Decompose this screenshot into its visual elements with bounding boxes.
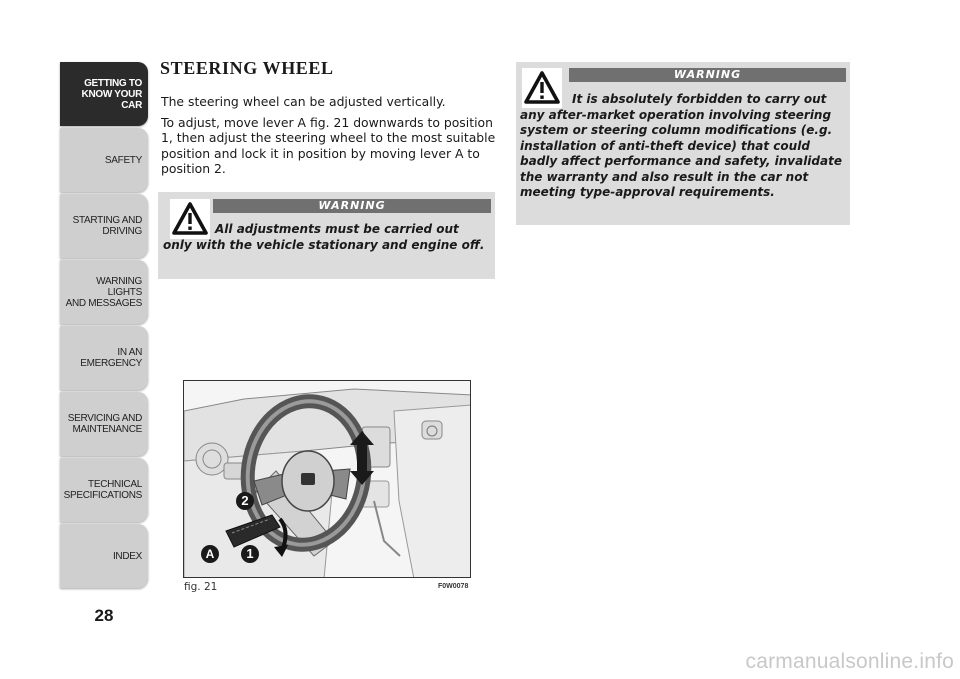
tab-label-line2: MAINTENANCE: [72, 424, 142, 435]
figure-marker-a: [201, 545, 219, 563]
paragraph-adjust-instructions: To adjust, move lever A fig. 21 downwards to position 1, then adjust the steering wheel to the most suitable position and lock it in position by moving lever A to position 2.: [161, 115, 496, 176]
tab-label-line1: GETTING TO: [84, 77, 142, 89]
tab-servicing-and-maintenance[interactable]: [60, 392, 148, 456]
warning-label: WARNING: [213, 199, 491, 213]
tab-safety[interactable]: [60, 128, 148, 192]
tab-starting-and-driving[interactable]: [60, 194, 148, 258]
marker-1-label: 1: [246, 546, 254, 561]
warning-text: It is absolutely forbidden to carry out any after-market operation involving steering system or steering column modifications (e.g. installation of anti-theft device) that could badly affect performance and safety, invalidate the warranty and also result in the car not meeting type-approval requirements.: [520, 92, 842, 199]
tab-label-line1: INDEX: [112, 550, 142, 562]
warning-text: All adjustments must be carried out only with the vehicle stationary and engine off.: [163, 222, 485, 252]
tab-label-line2: SPECIFICATIONS: [63, 490, 142, 501]
tab-index[interactable]: [60, 524, 148, 588]
chapter-tabs: [60, 62, 148, 590]
tab-technical-specifications[interactable]: [60, 458, 148, 522]
figure-code: F0W0078: [438, 583, 469, 590]
warning-box-adjustments: [158, 192, 495, 279]
tab-in-an-emergency[interactable]: [60, 326, 148, 390]
figure-marker-2: [236, 492, 254, 510]
tab-label-line2: KNOW YOUR CAR: [81, 88, 142, 111]
figure-marker-1: [241, 545, 259, 563]
tab-label-line1: SERVICING AND: [67, 413, 142, 424]
warning-box-after-market: [516, 62, 850, 225]
figure-caption: fig. 21: [184, 581, 218, 593]
tab-label-line1: WARNING LIGHTS: [96, 275, 142, 298]
tab-getting-to-know-your-car[interactable]: [60, 62, 148, 126]
steering-wheel-illustration: [184, 381, 471, 578]
marker-2-label: 2: [241, 493, 249, 508]
page-number: 28: [94, 606, 114, 625]
page-title: STEERING WHEEL: [160, 58, 334, 78]
tab-label-line2: DRIVING: [102, 226, 142, 237]
marker-a-label: A: [205, 547, 215, 561]
tab-label-line1: SAFETY: [104, 154, 142, 166]
steering-wheel-figure: [183, 380, 471, 578]
paragraph-vertical-adjust: The steering wheel can be adjusted vertically.: [161, 94, 446, 109]
tab-label-line1: IN AN EMERGENCY: [80, 347, 142, 369]
warning-label: WARNING: [569, 68, 846, 82]
watermark: carmanualsonline.info: [745, 650, 954, 673]
tab-warning-lights-and-messages[interactable]: [60, 260, 148, 324]
tab-label-line1: STARTING AND: [72, 215, 142, 226]
tab-label-line2: AND MESSAGES: [65, 297, 142, 309]
tab-label-line1: TECHNICAL: [88, 479, 142, 490]
